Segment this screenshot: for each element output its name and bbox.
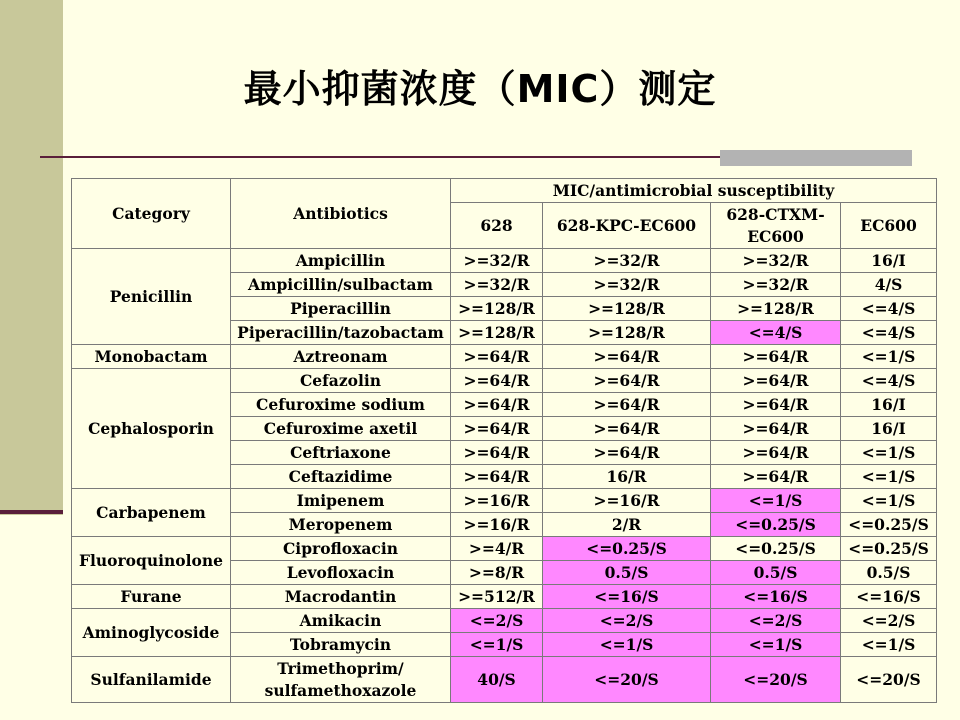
table-row [72,609,937,633]
mic-value-cell: <=1/S [451,633,543,657]
mic-value-cell: >=64/R [543,345,711,369]
table-row [72,489,937,513]
mic-value-cell: <=1/S [543,633,711,657]
mic-value-cell: >=64/R [451,345,543,369]
mic-value-cell: <=1/S [711,489,841,513]
antibiotic-cell: Aztreonam [231,345,451,369]
mic-value-cell: >=16/R [451,489,543,513]
antibiotic-cell: Piperacillin [231,297,451,321]
mic-value-cell: >=64/R [451,369,543,393]
antibiotic-cell: Ampicillin/sulbactam [231,273,451,297]
mic-value-cell: <=16/S [711,585,841,609]
table-row [72,369,937,393]
mic-value-cell: >=32/R [711,273,841,297]
side-rule [0,510,63,514]
mic-value-cell: >=64/R [451,393,543,417]
mic-value-cell: <=2/S [451,609,543,633]
mic-value-cell: >=64/R [451,417,543,441]
category-cell: Furane [72,585,231,609]
mic-value-cell: >=32/R [451,273,543,297]
mic-value-cell: >=64/R [711,441,841,465]
mic-table [71,178,937,703]
category-cell: Fluoroquinolone [72,537,231,585]
mic-value-cell: 4/S [841,273,937,297]
table-row [72,249,937,273]
mic-value-cell: <=0.25/S [711,537,841,561]
mic-value-cell: >=128/R [711,297,841,321]
mic-value-cell: <=2/S [711,609,841,633]
mic-value-cell: 0.5/S [841,561,937,585]
mic-value-cell: <=1/S [841,345,937,369]
mic-value-cell: 2/R [543,513,711,537]
mic-value-cell: <=4/S [841,297,937,321]
antibiotic-cell: Meropenem [231,513,451,537]
mic-value-cell: >=64/R [711,393,841,417]
mic-value-cell: 40/S [451,657,543,703]
mic-value-cell: >=64/R [711,345,841,369]
mic-value-cell: <=16/S [543,585,711,609]
mic-value-cell: >=32/R [543,249,711,273]
antibiotic-cell: Levofloxacin [231,561,451,585]
accent-bar [720,150,912,166]
table-row [72,537,937,561]
mic-value-cell: <=2/S [543,609,711,633]
mic-value-cell: 0.5/S [711,561,841,585]
header-strain: 628-CTXM-EC600 [711,203,841,249]
table-row [72,585,937,609]
header-category: Category [72,179,231,249]
mic-value-cell: <=0.25/S [841,537,937,561]
header-strain: 628 [451,203,543,249]
mic-value-cell: >=64/R [543,393,711,417]
antibiotic-cell: Ciprofloxacin [231,537,451,561]
mic-value-cell: <=1/S [841,633,937,657]
category-cell: Aminoglycoside [72,609,231,657]
mic-value-cell: >=16/R [451,513,543,537]
mic-value-cell: >=8/R [451,561,543,585]
mic-value-cell: <=0.25/S [841,513,937,537]
antibiotic-cell: Cefazolin [231,369,451,393]
mic-value-cell: <=0.25/S [711,513,841,537]
mic-value-cell: <=20/S [711,657,841,703]
mic-value-cell: >=128/R [451,297,543,321]
mic-value-cell: >=64/R [543,417,711,441]
antibiotic-cell: Ceftriaxone [231,441,451,465]
mic-value-cell: >=128/R [451,321,543,345]
mic-value-cell: >=64/R [711,417,841,441]
mic-value-cell: >=64/R [451,441,543,465]
antibiotic-cell: Macrodantin [231,585,451,609]
mic-value-cell: >=64/R [711,465,841,489]
antibiotic-cell: Trimethoprim/ sulfamethoxazole [231,657,451,703]
mic-value-cell: 16/I [841,249,937,273]
category-cell: Carbapenem [72,489,231,537]
mic-table-container [71,178,936,703]
antibiotic-cell: Piperacillin/tazobactam [231,321,451,345]
category-cell: Monobactam [72,345,231,369]
mic-value-cell: <=16/S [841,585,937,609]
mic-value-cell: >=16/R [543,489,711,513]
antibiotic-cell: Amikacin [231,609,451,633]
header-strain: 628-KPC-EC600 [543,203,711,249]
mic-value-cell: >=64/R [543,369,711,393]
mic-value-cell: <=2/S [841,609,937,633]
mic-value-cell: <=4/S [841,321,937,345]
mic-value-cell: <=20/S [841,657,937,703]
mic-value-cell: <=1/S [841,465,937,489]
header-mic-group: MIC/antimicrobial susceptibility [451,179,937,203]
mic-value-cell: >=64/R [451,465,543,489]
mic-value-cell: 0.5/S [543,561,711,585]
table-row [72,345,937,369]
mic-value-cell: <=4/S [711,321,841,345]
mic-value-cell: 16/R [543,465,711,489]
header-antibiotics: Antibiotics [231,179,451,249]
mic-value-cell: <=1/S [841,489,937,513]
category-cell: Sulfanilamide [72,657,231,703]
mic-value-cell: >=128/R [543,321,711,345]
mic-value-cell: 16/I [841,393,937,417]
mic-value-cell: 16/I [841,417,937,441]
table-body [72,249,937,703]
mic-value-cell: <=20/S [543,657,711,703]
mic-value-cell: >=32/R [711,249,841,273]
mic-value-cell: <=1/S [711,633,841,657]
mic-value-cell: >=128/R [543,297,711,321]
antibiotic-cell: Cefuroxime sodium [231,393,451,417]
mic-value-cell: >=4/R [451,537,543,561]
antibiotic-cell: Imipenem [231,489,451,513]
mic-value-cell: <=1/S [841,441,937,465]
category-cell: Penicillin [72,249,231,345]
antibiotic-cell: Tobramycin [231,633,451,657]
mic-value-cell: >=64/R [543,441,711,465]
mic-value-cell: <=4/S [841,369,937,393]
mic-value-cell: >=64/R [711,369,841,393]
category-cell: Cephalosporin [72,369,231,489]
mic-value-cell: <=0.25/S [543,537,711,561]
page-title: 最小抑菌浓度（MIC）测定 [243,67,717,111]
header-strain: EC600 [841,203,937,249]
table-row [72,657,937,703]
mic-value-cell: >=32/R [543,273,711,297]
antibiotic-cell: Ampicillin [231,249,451,273]
mic-value-cell: >=512/R [451,585,543,609]
antibiotic-cell: Ceftazidime [231,465,451,489]
mic-value-cell: >=32/R [451,249,543,273]
antibiotic-cell: Cefuroxime axetil [231,417,451,441]
